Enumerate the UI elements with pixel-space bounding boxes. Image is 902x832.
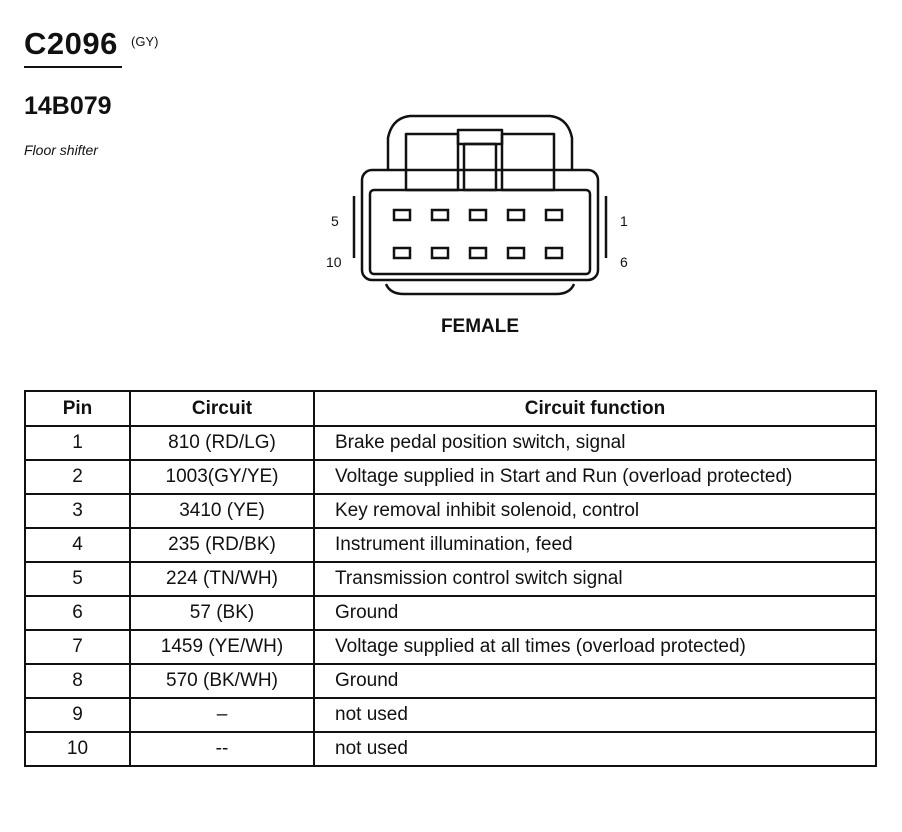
connector-face-diagram [340,108,620,304]
table-row [25,528,876,562]
pin-cavity-5 [394,210,410,220]
title-underline [24,66,122,68]
table-row [25,596,876,630]
function-cell: Brake pedal position switch, signal [314,426,876,460]
table-row [25,630,876,664]
latch-tab [458,130,502,144]
pin-cell: 8 [25,664,130,698]
pin-cell: 4 [25,528,130,562]
pin-label-top-right: 1 [620,213,628,229]
pin-cell: 2 [25,460,130,494]
function-cell: not used [314,698,876,732]
header-function: Circuit function [314,391,876,426]
pin-cavity-3 [470,210,486,220]
circuit-cell: – [130,698,314,732]
header-pin: Pin [25,391,130,426]
part-number: 14B079 [24,92,112,120]
circuit-cell: 570 (BK/WH) [130,664,314,698]
table-row [25,732,876,766]
pin-cell: 6 [25,596,130,630]
circuit-cell: 235 (RD/BK) [130,528,314,562]
circuit-cell: 3410 (YE) [130,494,314,528]
circuit-cell: 1459 (YE/WH) [130,630,314,664]
pin-cavity-1 [546,210,562,220]
circuit-cell: 810 (RD/LG) [130,426,314,460]
pin-cavity-8 [470,248,486,258]
pin-cell: 5 [25,562,130,596]
connector-id: C2096 [24,26,118,61]
pin-cell: 3 [25,494,130,528]
pin-cell: 9 [25,698,130,732]
table-row [25,426,876,460]
table-row [25,664,876,698]
function-cell: Ground [314,664,876,698]
function-cell: Ground [314,596,876,630]
connector-description: Floor shifter [24,142,98,158]
function-cell: Instrument illumination, feed [314,528,876,562]
function-cell: Transmission control switch signal [314,562,876,596]
pin-cavity-6 [546,248,562,258]
latch-slot-left [406,134,458,190]
connector-face [370,190,590,274]
pin-cavity-4 [432,210,448,220]
view-label: FEMALE [440,316,520,337]
circuit-cell: 1003(GY/YE) [130,460,314,494]
table-header-row [25,391,876,426]
pin-label-bottom-right: 6 [620,254,628,270]
function-cell: Voltage supplied at all times (overload protected) [314,630,876,664]
pin-cell: 7 [25,630,130,664]
circuit-cell: -- [130,732,314,766]
table-row [25,562,876,596]
pin-cell: 10 [25,732,130,766]
pin-label-top-left: 5 [331,213,339,229]
table-row [25,460,876,494]
circuit-cell: 224 (TN/WH) [130,562,314,596]
pin-label-bottom-left: 10 [326,254,342,270]
latch-tab-inner [464,144,496,190]
pin-cavity-7 [508,248,524,258]
pin-cavity-9 [432,248,448,258]
pin-cell: 1 [25,426,130,460]
function-cell: not used [314,732,876,766]
connector-color: (GY) [131,34,159,49]
pin-cavity-10 [394,248,410,258]
function-cell: Voltage supplied in Start and Run (overload protected) [314,460,876,494]
connector-body [362,170,598,280]
circuit-cell: 57 (BK) [130,596,314,630]
table-row [25,698,876,732]
pinout-table [24,390,877,767]
header-circuit: Circuit [130,391,314,426]
pin-cavity-2 [508,210,524,220]
function-cell: Key removal inhibit solenoid, control [314,494,876,528]
table-row [25,494,876,528]
latch-slot-right [502,134,554,190]
